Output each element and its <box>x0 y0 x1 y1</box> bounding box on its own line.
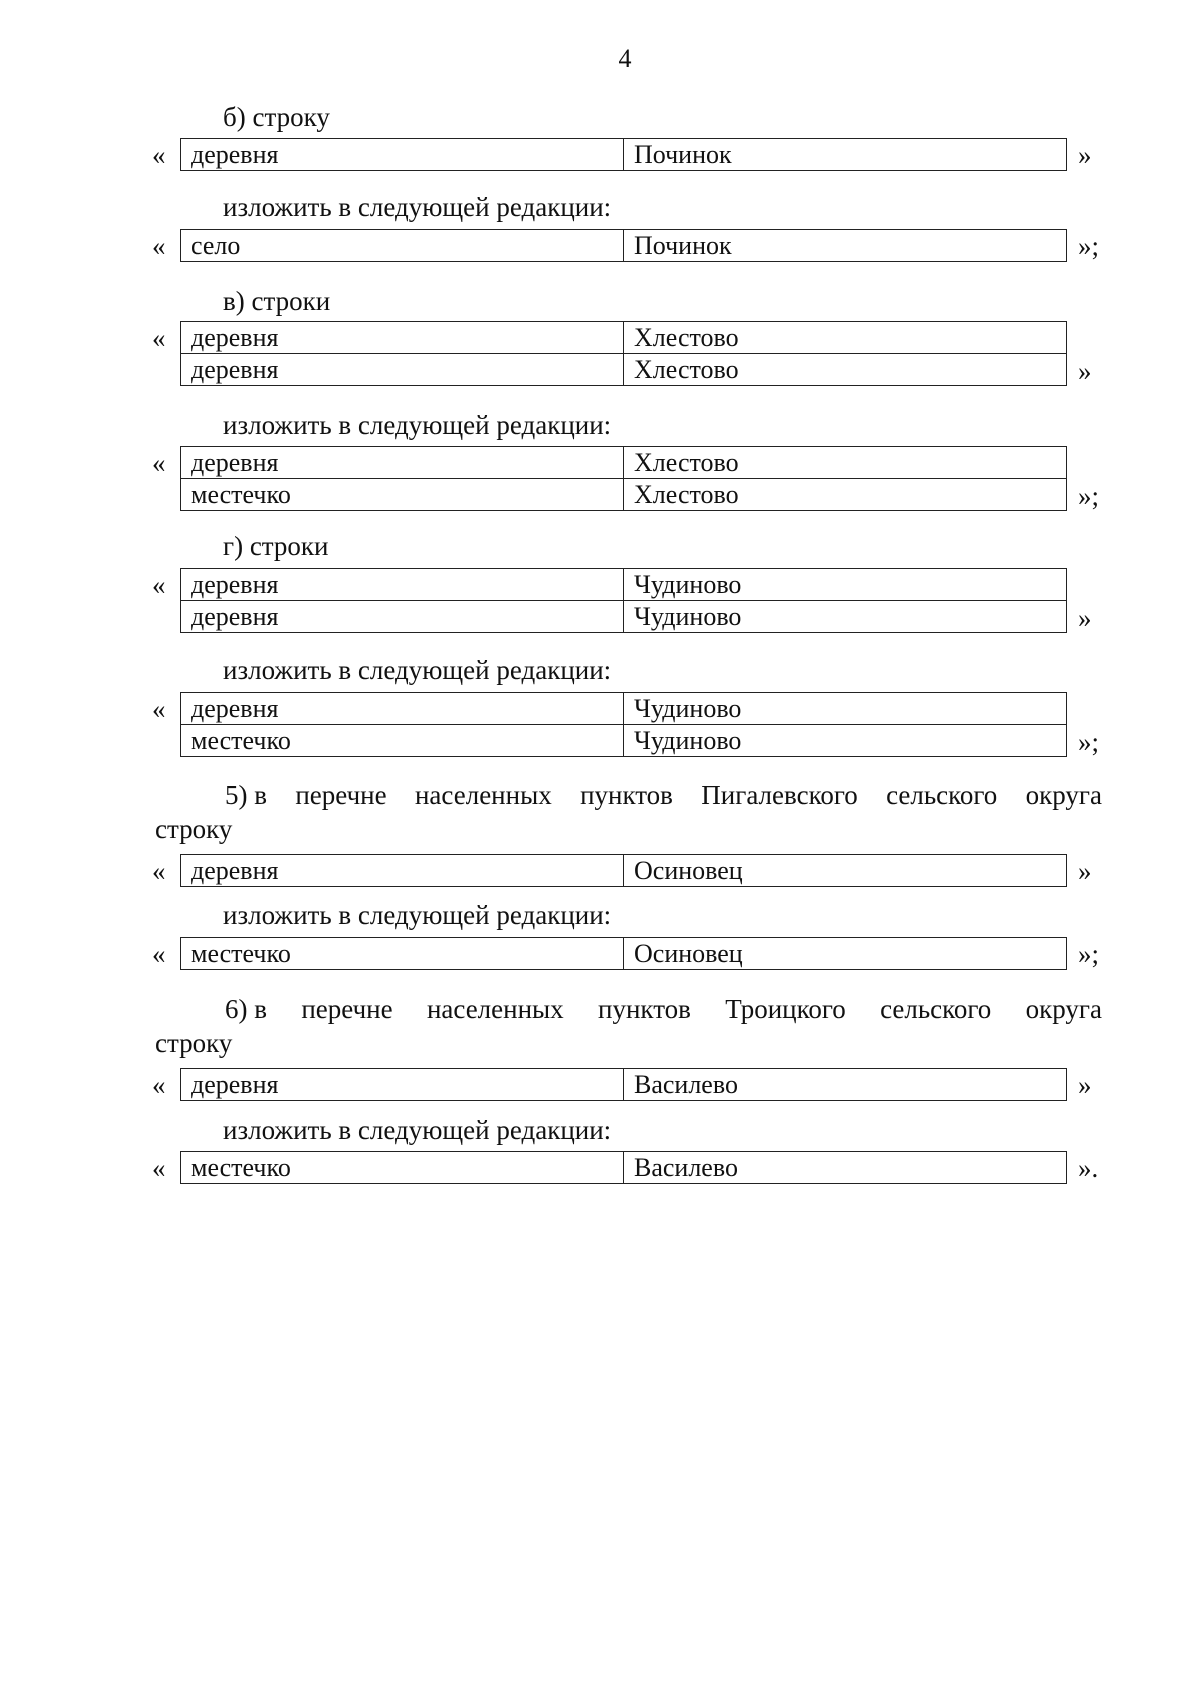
open-quote: « <box>152 231 166 261</box>
settlement-type-cell: деревня <box>181 693 624 725</box>
settlement-table <box>180 229 1067 262</box>
table-row <box>181 569 1067 601</box>
settlement-name-cell: Осиновец <box>624 938 1067 970</box>
close-quote: » <box>1078 603 1092 633</box>
paragraph-word: населенных <box>414 780 552 810</box>
settlement-name-cell: Чудиново <box>624 693 1067 725</box>
settlement-table <box>180 854 1067 887</box>
open-quote: « <box>152 323 166 353</box>
settlement-name-cell: Василево <box>624 1069 1067 1101</box>
settlement-type-cell: местечко <box>181 938 624 970</box>
settlement-table <box>180 138 1067 171</box>
section-paragraph <box>155 992 1102 1060</box>
settlement-type-cell: деревня <box>181 569 624 601</box>
settlement-name-cell: Чудиново <box>624 569 1067 601</box>
close-quote: »; <box>1078 481 1100 511</box>
close-quote: » <box>1078 356 1092 386</box>
settlement-name-cell: Починок <box>624 230 1067 262</box>
page-number: 4 <box>618 44 632 73</box>
table-row <box>181 479 1067 511</box>
close-quote: » <box>1078 1070 1092 1100</box>
settlement-name-cell: Чудиново <box>624 725 1067 757</box>
paragraph-word: округа <box>1025 994 1102 1024</box>
settlement-type-cell: местечко <box>181 479 624 511</box>
settlement-table <box>180 446 1067 511</box>
section-paragraph <box>155 778 1102 846</box>
paragraph-word: пунктов <box>598 994 691 1024</box>
settlement-name-cell: Хлестово <box>624 354 1067 386</box>
table-row <box>181 855 1067 887</box>
open-quote: « <box>152 448 166 478</box>
settlement-table <box>180 692 1067 757</box>
paragraph-continuation: строку <box>155 1028 233 1058</box>
settlement-type-cell: деревня <box>181 601 624 633</box>
table-row <box>181 447 1067 479</box>
table-row <box>181 1069 1067 1101</box>
settlement-table <box>180 1151 1067 1184</box>
paragraph-word: сельского <box>886 780 998 810</box>
paragraph-continuation: строку <box>155 814 233 844</box>
section-caption: изложить в следующей редакции: <box>223 410 612 440</box>
table-row <box>181 693 1067 725</box>
settlement-type-cell: село <box>181 230 624 262</box>
open-quote: « <box>152 1153 166 1183</box>
paragraph-word: сельского <box>880 994 992 1024</box>
settlement-type-cell: местечко <box>181 1152 624 1184</box>
close-quote: »; <box>1078 231 1100 261</box>
table-row <box>181 230 1067 262</box>
paragraph-word: перечне <box>301 994 393 1024</box>
paragraph-word: Троицкого <box>725 994 846 1024</box>
table-row <box>181 322 1067 354</box>
section-caption: изложить в следующей редакции: <box>223 1115 612 1145</box>
section-caption: изложить в следующей редакции: <box>223 655 612 685</box>
paragraph-word: 6) в <box>225 994 267 1024</box>
settlement-type-cell: деревня <box>181 322 624 354</box>
settlement-type-cell: деревня <box>181 354 624 386</box>
open-quote: « <box>152 1070 166 1100</box>
settlement-type-cell: деревня <box>181 855 624 887</box>
settlement-name-cell: Хлестово <box>624 322 1067 354</box>
paragraph-word: населенных <box>426 994 564 1024</box>
close-quote: » <box>1078 856 1092 886</box>
close-quote: »; <box>1078 727 1100 757</box>
table-row <box>181 725 1067 757</box>
settlement-name-cell: Василево <box>624 1152 1067 1184</box>
settlement-type-cell: местечко <box>181 725 624 757</box>
table-row <box>181 354 1067 386</box>
close-quote: »; <box>1078 939 1100 969</box>
paragraph-word: 5) в <box>225 780 267 810</box>
settlement-table <box>180 321 1067 386</box>
open-quote: « <box>152 570 166 600</box>
settlement-name-cell: Хлестово <box>624 479 1067 511</box>
open-quote: « <box>152 694 166 724</box>
table-row <box>181 139 1067 171</box>
table-row <box>181 938 1067 970</box>
open-quote: « <box>152 140 166 170</box>
close-quote: ». <box>1078 1153 1099 1183</box>
settlement-name-cell: Чудиново <box>624 601 1067 633</box>
settlement-name-cell: Хлестово <box>624 447 1067 479</box>
open-quote: « <box>152 939 166 969</box>
paragraph-word: Пигалевского <box>701 780 858 810</box>
section-caption: г) строки <box>223 531 329 561</box>
close-quote: » <box>1078 140 1092 170</box>
settlement-type-cell: деревня <box>181 447 624 479</box>
paragraph-first-line <box>155 992 1102 1026</box>
paragraph-word: пунктов <box>580 780 673 810</box>
section-caption: изложить в следующей редакции: <box>223 900 612 930</box>
paragraph-word: перечне <box>295 780 387 810</box>
paragraph-first-line <box>155 778 1102 812</box>
settlement-table <box>180 937 1067 970</box>
section-caption: б) строку <box>223 102 330 132</box>
settlement-name-cell: Осиновец <box>624 855 1067 887</box>
settlement-table <box>180 568 1067 633</box>
open-quote: « <box>152 856 166 886</box>
section-caption: изложить в следующей редакции: <box>223 192 612 222</box>
settlement-type-cell: деревня <box>181 1069 624 1101</box>
paragraph-word: округа <box>1025 780 1102 810</box>
settlement-name-cell: Починок <box>624 139 1067 171</box>
settlement-table <box>180 1068 1067 1101</box>
settlement-type-cell: деревня <box>181 139 624 171</box>
table-row <box>181 601 1067 633</box>
table-row <box>181 1152 1067 1184</box>
section-caption: в) строки <box>223 286 331 316</box>
